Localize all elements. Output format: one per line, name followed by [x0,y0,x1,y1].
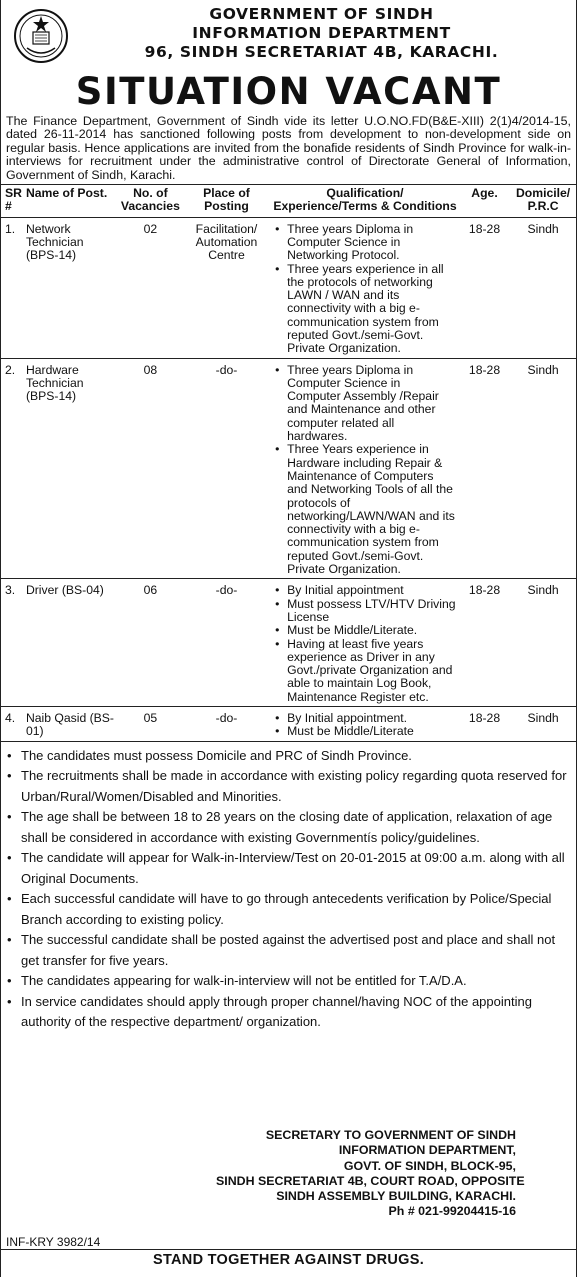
signature-line: SINDH SECRETARIAT 4B, COURT ROAD, OPPOSITE [216,1173,525,1188]
header-line-department: INFORMATION DEPARTMENT [192,24,451,42]
intro-paragraph: The Finance Department, Government of Sindh vide its letter U.O.NO.FD(B&E-XIII) 2(1)4/2014-15, dated 26-11-2014 has sanctioned following posts from development to non-development side on regular basis. Hence applications are invited from the bonafide residents of Sindh Province for walk-in-interviews for recruitment under the administrative control of Directorate General of Information, Government of Sindh, Karachi. [6,114,571,182]
signature-block [216,1128,525,1220]
list-item: • The candidates must possess Domicile and PRC of Sindh Province. [5,746,572,767]
qualification-item: • Three years experience in all the protocols of networking LAWN / WAN and its connectivity with a big e-communication system from reputed Govt./semi-Govt. Private Organization. [273,263,457,356]
signature-line: SECRETARY TO GOVERNMENT OF SINDH [265,1128,516,1142]
signature-line: GOVT. OF SINDH, BLOCK-95, [343,1158,516,1173]
signature-phone: Ph # 021-99204415-16 [388,1204,516,1219]
list-item: • Each successful candidate will have to go through antecedents verification by Police/Special Branch according to existing policy. [5,889,572,930]
list-item: • The candidate will appear for Walk-in-Interview/Test on 20-01-2015 at 09:00 a.m. along with all Original Documents. [5,848,572,889]
list-item: • The successful candidate shall be posted against the advertised post and place and shall not get transfer for five years. [5,930,572,971]
row-post-name: Driver (BS-04) [24,579,119,707]
government-seal-icon [13,8,69,64]
table-row [1,579,576,707]
row-sr: 2. [1,358,24,579]
list-item: • The candidates appearing for walk-in-interview will not be entitled for T.A/D.A. [5,971,572,992]
header-line-address: 96, SINDH SECRETARIAT 4B, KARACHI. [144,43,499,61]
page-title: SITUATION VACANT [75,70,502,113]
list-item: • The age shall be between 18 to 28 years on the closing date of application, relaxation of age shall be considered in accordance with existing Governmentís policy/guidelines. [5,807,572,848]
header [1,0,576,72]
footer-slogan: STAND TOGETHER AGAINST DRUGS. [152,1252,425,1268]
row-qualification [271,707,459,742]
row-place: -do- [182,358,271,579]
row-domicile: Sindh [510,579,576,707]
header-place: Place of Posting [182,185,271,218]
row-sr: 3. [1,579,24,707]
row-age: 18-28 [459,707,510,742]
row-vacancies: 05 [119,707,182,742]
row-qualification [271,579,459,707]
table-row [1,217,576,358]
row-domicile: Sindh [510,707,576,742]
row-sr: 1. [1,217,24,358]
row-post-name: Hardware Technician (BPS-14) [24,358,119,579]
row-post-name: Network Technician (BPS-14) [24,217,119,358]
qualification-item: • By Initial appointment [273,584,457,597]
row-place: -do- [182,707,271,742]
list-item: • In service candidates should apply through proper channel/having NOC of the appointing authority of the respective department/ organization. [5,992,572,1033]
row-domicile: Sindh [510,217,576,358]
row-qualification [271,217,459,358]
row-age: 18-28 [459,358,510,579]
signature-line: SINDH ASSEMBLY BUILDING, KARACHI. [276,1189,516,1204]
row-age: 18-28 [459,579,510,707]
row-domicile: Sindh [510,358,576,579]
qualification-item: • Must possess LTV/HTV Driving License [273,598,457,625]
row-qualification [271,358,459,579]
header-vacancies: No. of Vacancies [119,185,182,218]
table-row [1,358,576,579]
qualification-item: • Must be Middle/Literate [273,725,457,738]
row-sr: 4. [1,707,24,742]
posts-table [1,184,576,742]
header-sr: SR # [1,185,24,218]
header-domicile: Domicile/ P.R.C [510,185,576,218]
header-line-government: GOVERNMENT OF SINDH [209,5,434,23]
row-age: 18-28 [459,217,510,358]
table-row [1,707,576,742]
header-text [71,5,572,62]
qualification-item: • Must be Middle/Literate. [273,624,457,637]
qualification-item: • Three years Diploma in Computer Science in Networking Protocol. [273,223,457,263]
header-qualification: Qualification/ Experience/Terms & Conditions [271,185,459,218]
qualification-item: • Three Years experience in Hardware including Repair & Maintenance of Computers and Networking Tools of all the protocols of networking/LAWN/WAN and its connectivity with a big e-communication system from reputed Govt./semi-Govt. Private Organization. [273,443,457,576]
list-item: • The recruitments shall be made in accordance with existing policy regarding quota reserved for Urban/Rural/Women/Disabled and Minorities. [5,766,572,807]
table-header-row [1,185,576,218]
qualification-item: • Having at least five years experience as Driver in any Govt./private Organization and able to maintain Log Book, Maintenance Register etc. [273,638,457,704]
row-vacancies: 06 [119,579,182,707]
qualification-item: • Three years Diploma in Computer Science in Computer Assembly /Repair and Maintenance and other computer related all hardwares. [273,364,457,444]
footer-divider [1,1249,576,1250]
row-post-name: Naib Qasid (BS-01) [24,707,119,742]
row-vacancies: 08 [119,358,182,579]
conditions-list [1,742,576,1033]
row-place: Facilitation/ Automation Centre [182,217,271,358]
qualification-item: • By Initial appointment. [273,712,457,725]
header-age: Age. [459,185,510,218]
reference-number: INF-KRY 3982/14 [6,1235,101,1249]
row-place: -do- [182,579,271,707]
row-vacancies: 02 [119,217,182,358]
signature-line: INFORMATION DEPARTMENT, [338,1143,516,1158]
header-name: Name of Post. [24,185,119,218]
